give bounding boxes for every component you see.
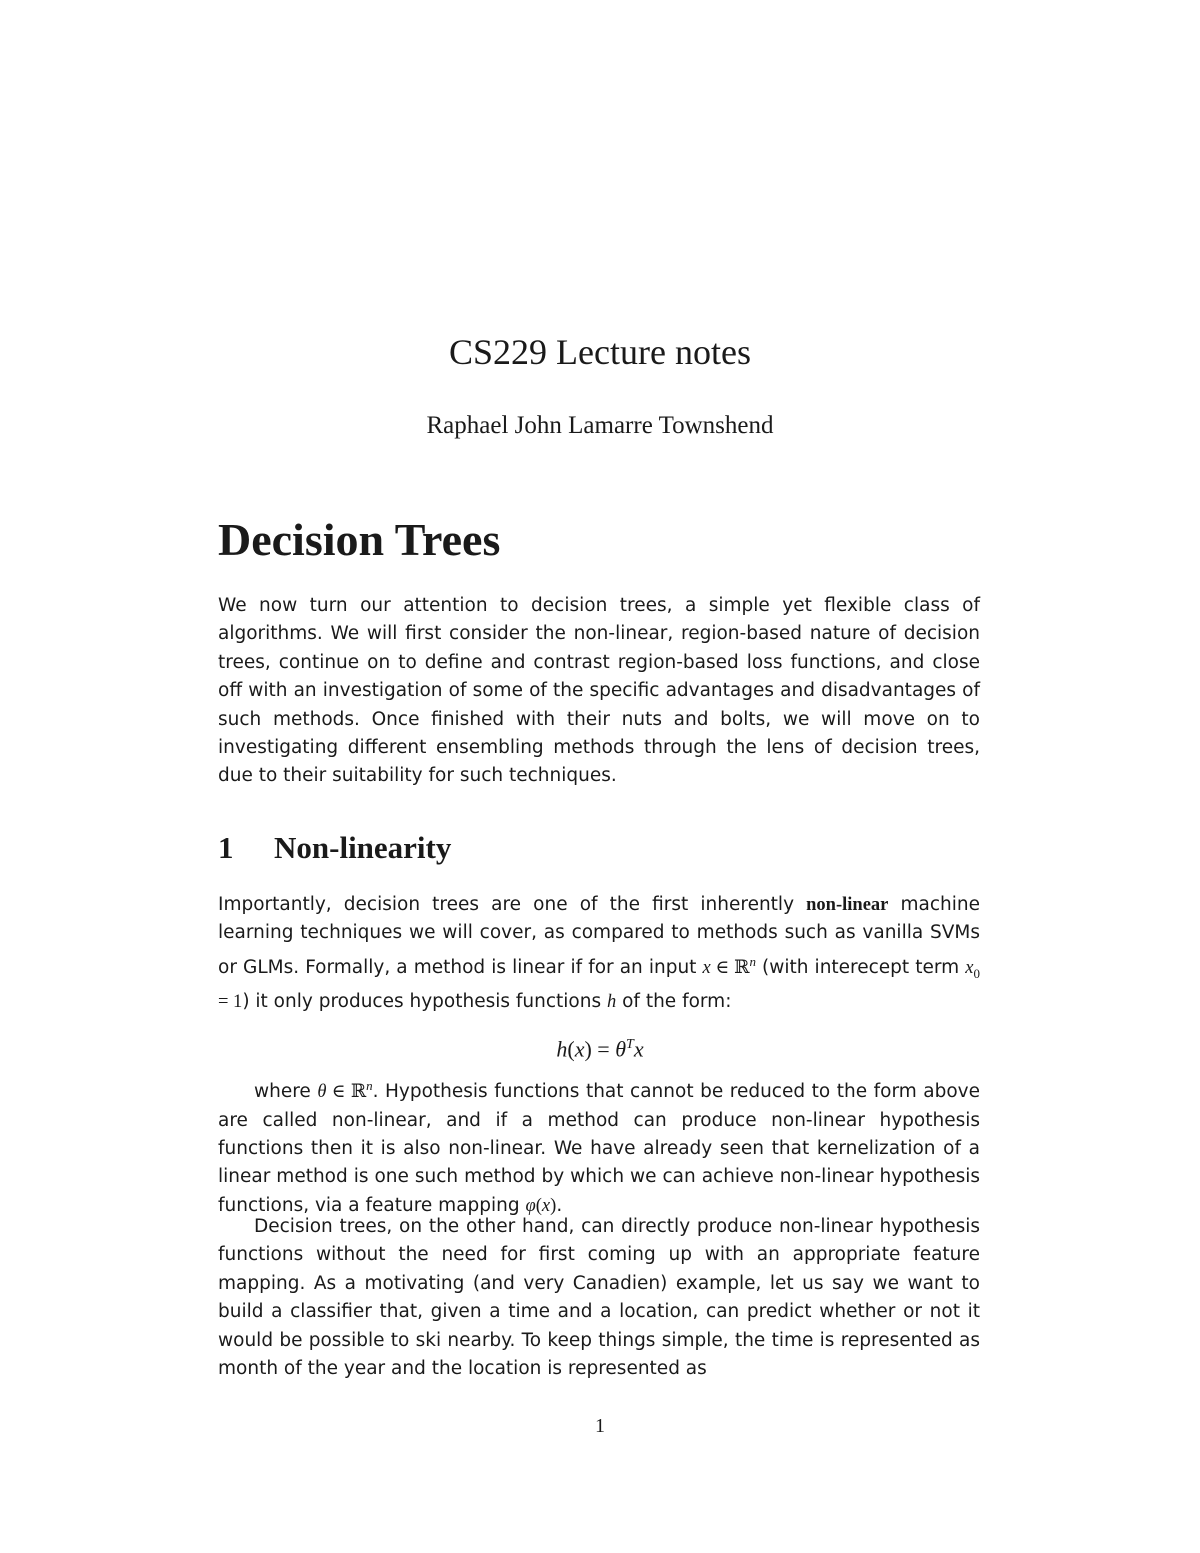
para1-math-x: x	[702, 957, 711, 978]
para2-sup-n: n	[366, 1078, 373, 1093]
para2-text-a: where	[254, 1081, 318, 1103]
page-number: 1	[595, 1415, 605, 1437]
para2-phi-close: )	[550, 1195, 557, 1216]
para1-math-in-rn: ∈ ℝ	[710, 957, 750, 978]
hypothesis-equation	[0, 1030, 1200, 1064]
para1-bold-term: non-linear	[806, 895, 889, 915]
paragraph-nonlinear-intro	[218, 891, 980, 1016]
chapter-title: Decision Trees	[218, 514, 501, 565]
para2-text-b: . Hypothesis functions that cannot be reduced to the form above are called non-linear, and if a method can produce non-linear hypothesis functions then it is also non-linear. We have already seen that kernelization of a linear method is one such method by which we can achieve non-linear hypothesis functions, via a feature mapping	[218, 1081, 981, 1216]
para1-text-c: (with interecept term	[755, 956, 966, 978]
document-title: CS229 Lecture notes	[449, 332, 751, 372]
para1-text-e: of the form:	[616, 991, 732, 1013]
para2-text-c: .	[556, 1194, 563, 1216]
paragraph-hypothesis-nonlinear	[218, 1072, 980, 1220]
para1-text-d: ) it only produces hypothesis functions	[242, 991, 607, 1013]
paragraph-decision-trees-example: Decision trees, on the other hand, can directly produce non-linear hypothesis functions without the need for first coming up with an appropriate feature mapping. As a motivating (and very Canadien) example, let us say we want to build a classifier that, given a time and a location, can predict whether or not it would be possible to ski nearby. To keep things simple, the time is represented as month of the year and the location is represented as	[218, 1216, 980, 1380]
eq-sup-T: T	[626, 1037, 634, 1052]
para1-sub-0: 0	[973, 965, 980, 981]
eq-h: h	[556, 1036, 568, 1062]
para1-sup-n: n	[749, 953, 756, 969]
para1-math-eq1: = 1	[218, 992, 243, 1013]
eq-open-paren: (	[567, 1036, 575, 1062]
eq-x: x	[574, 1036, 585, 1062]
para2-phi: φ	[525, 1195, 536, 1216]
para2-in-rn: ∈ ℝ	[326, 1082, 367, 1103]
eq-theta: θ	[615, 1036, 627, 1062]
intro-paragraph: We now turn our attention to decision trees, a simple yet flexible class of algorithms. We will first consider the non-linear, region-based nature of decision trees, continue on to define and contrast region-based loss functions, and close off with an investigation of some of the specific advantages and disadvantages of such methods. Once finished with their nuts and bolts, we will move on to investigating different ensembling methods through the lens of decision trees, due to their suitability for such techniques.	[218, 595, 980, 787]
para2-theta: θ	[317, 1082, 327, 1103]
para2-phi-x: x	[541, 1195, 551, 1216]
document-author: Raphael John Lamarre Townshend	[426, 412, 774, 439]
section-heading	[218, 828, 451, 868]
para1-math-h: h	[606, 992, 617, 1013]
para1-text-b: machine learning techniques we will cover, as compared to methods such as vanilla SVMs or GLMs. Formally, a method is linear if for an input	[218, 894, 980, 978]
eq-close-equals: ) =	[584, 1036, 616, 1062]
section-number: 1	[218, 830, 234, 865]
para2-phi-open: (	[535, 1195, 542, 1216]
para1-text-a: Importantly, decision trees are one of the first inherently	[218, 894, 807, 915]
para1-math-x0: x	[965, 957, 974, 978]
eq-rhs-x: x	[633, 1036, 644, 1062]
section-title: Non-linearity	[274, 830, 452, 865]
